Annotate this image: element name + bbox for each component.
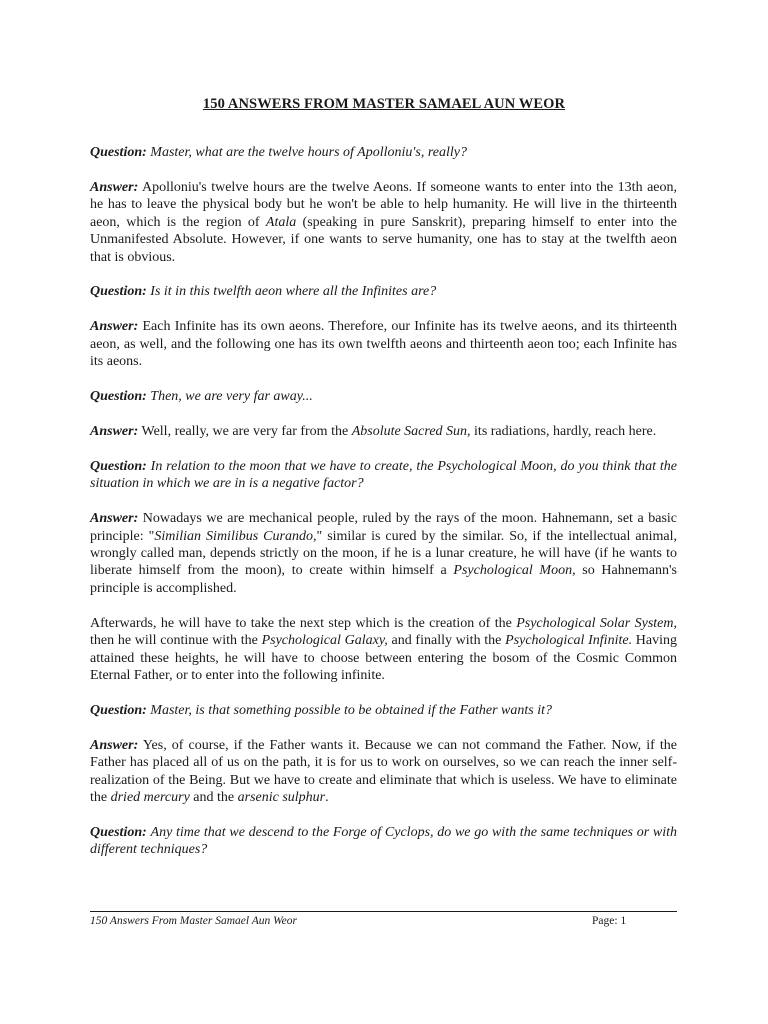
answer-label: Answer: (90, 179, 139, 195)
answer-emphasis: Atala (265, 214, 297, 230)
paragraph-text: Afterwards, he will have to take the next step which is the creation of the (90, 615, 517, 631)
answer-text: Apolloniu's twelve hours are the twelve Aeons. If someone wants to enter into the 13th aeon, he has to leave the physical body but he won't be able to help humanity. He will live in the thirteenth aeon, which is the region of (90, 179, 677, 230)
answer-label: Answer: (90, 511, 139, 527)
answer-paragraph (90, 737, 677, 807)
question-paragraph (90, 824, 677, 859)
document-body (90, 144, 677, 876)
footer-title: 150 Answers From Master Samael Aun Weor (90, 915, 297, 927)
answer-emphasis: Absolute Sacred Sun (351, 423, 468, 439)
question-paragraph (90, 144, 677, 161)
paragraph-emphasis: Psychological Solar System, (516, 615, 677, 631)
question-label: Question: (90, 702, 147, 718)
answer-text: Each Infinite has its own aeons. Therefore, our Infinite has its twelve aeons, and its thirteenth aeon, as well, and the following one has its own twelfth aeons and thirteenth aeon too; each Infinite has its aeons. (90, 319, 678, 370)
question-label: Question: (90, 824, 147, 840)
answer-label: Answer: (90, 423, 139, 439)
question-paragraph (90, 702, 677, 719)
answer-paragraph (90, 423, 677, 440)
answer-paragraph (90, 179, 677, 266)
footer-divider (90, 911, 677, 912)
question-text: Master, is that something possible to be obtained if the Father wants it? (150, 702, 553, 718)
document-title: 150 ANSWERS FROM MASTER SAMAEL AUN WEOR (202, 96, 566, 112)
answer-label: Answer: (90, 319, 139, 335)
answer-label: Answer: (90, 737, 139, 753)
answer-text: ," similar is cured by the similar. So, if the intellectual animal, wrongly called man, depends strictly on the moon, if he is a lunar creature, he will have (if he wants to liberate himself from the moon), to create within himself a (90, 528, 677, 579)
answer-emphasis: arsenic sulphur (237, 789, 326, 805)
answer-text: . (325, 789, 329, 805)
body-paragraph (90, 615, 677, 685)
answer-text: Yes, of course, if the Father wants it. Because we can not command the Father. Now, if the Father has placed all of us on the path, it is for us to work on ourselves, so we can reach the inner self-realization of the Being. But we have to create and eliminate that which is useless. We have to eliminate the (90, 737, 677, 805)
question-text: Is it in this twelfth aeon where all the Infinites are? (150, 284, 437, 300)
question-paragraph (90, 458, 677, 493)
paragraph-text: and finally with the (387, 633, 506, 649)
answer-text: (speaking in pure Sanskrit), preparing himself to enter into the Unmanifested Absolute. However, if one wants to serve humanity, one has to stay at the twelfth aeon that is obvious. (90, 214, 677, 265)
answer-emphasis: dried mercury (110, 789, 190, 805)
question-label: Question: (90, 458, 147, 474)
answer-emphasis: Psychological Moon (453, 563, 573, 579)
answer-emphasis: Similian Similibus Curando (154, 528, 313, 544)
question-text: Any time that we descend to the Forge of Cyclops, do we go with the same techniques or with different techniques? (90, 824, 678, 858)
question-text: Master, what are the twelve hours of Apolloniu's, really? (150, 145, 467, 160)
answer-text: and the (189, 789, 238, 805)
answer-text: , so Hahnemann's principle is accomplished. (90, 563, 677, 596)
answer-text: Well, really, we are very far from the (141, 423, 352, 439)
question-text: Then, we are very far away... (150, 389, 313, 405)
paragraph-text: then he will continue with the (90, 633, 262, 649)
question-label: Question: (90, 145, 147, 160)
answer-text: Nowadays we are mechanical people, ruled by the rays of the moon. Hahnemann, set a basic principle: " (90, 511, 677, 544)
paragraph-emphasis: Psychological Infinite. (505, 633, 633, 649)
paragraph-emphasis: Psychological Galaxy, (261, 633, 388, 649)
question-paragraph (90, 283, 677, 300)
page-number (592, 915, 626, 927)
question-text: In relation to the moon that we have to create, the Psychological Moon, do you think that the situation in which we are in is a negative factor? (90, 458, 677, 492)
answer-paragraph (90, 318, 677, 370)
page-value: 1 (620, 915, 627, 927)
question-label: Question: (90, 284, 147, 300)
answer-paragraph (90, 510, 677, 597)
question-label: Question: (90, 389, 147, 405)
page-label: Page: (592, 915, 618, 927)
question-paragraph (90, 388, 677, 405)
paragraph-text: Having attained these heights, he will have to choose between entering the bosom of the Cosmic Common Eternal Father, or to enter into the following infinite. (90, 633, 678, 683)
answer-text: , its radiations, hardly, reach here. (467, 423, 657, 439)
